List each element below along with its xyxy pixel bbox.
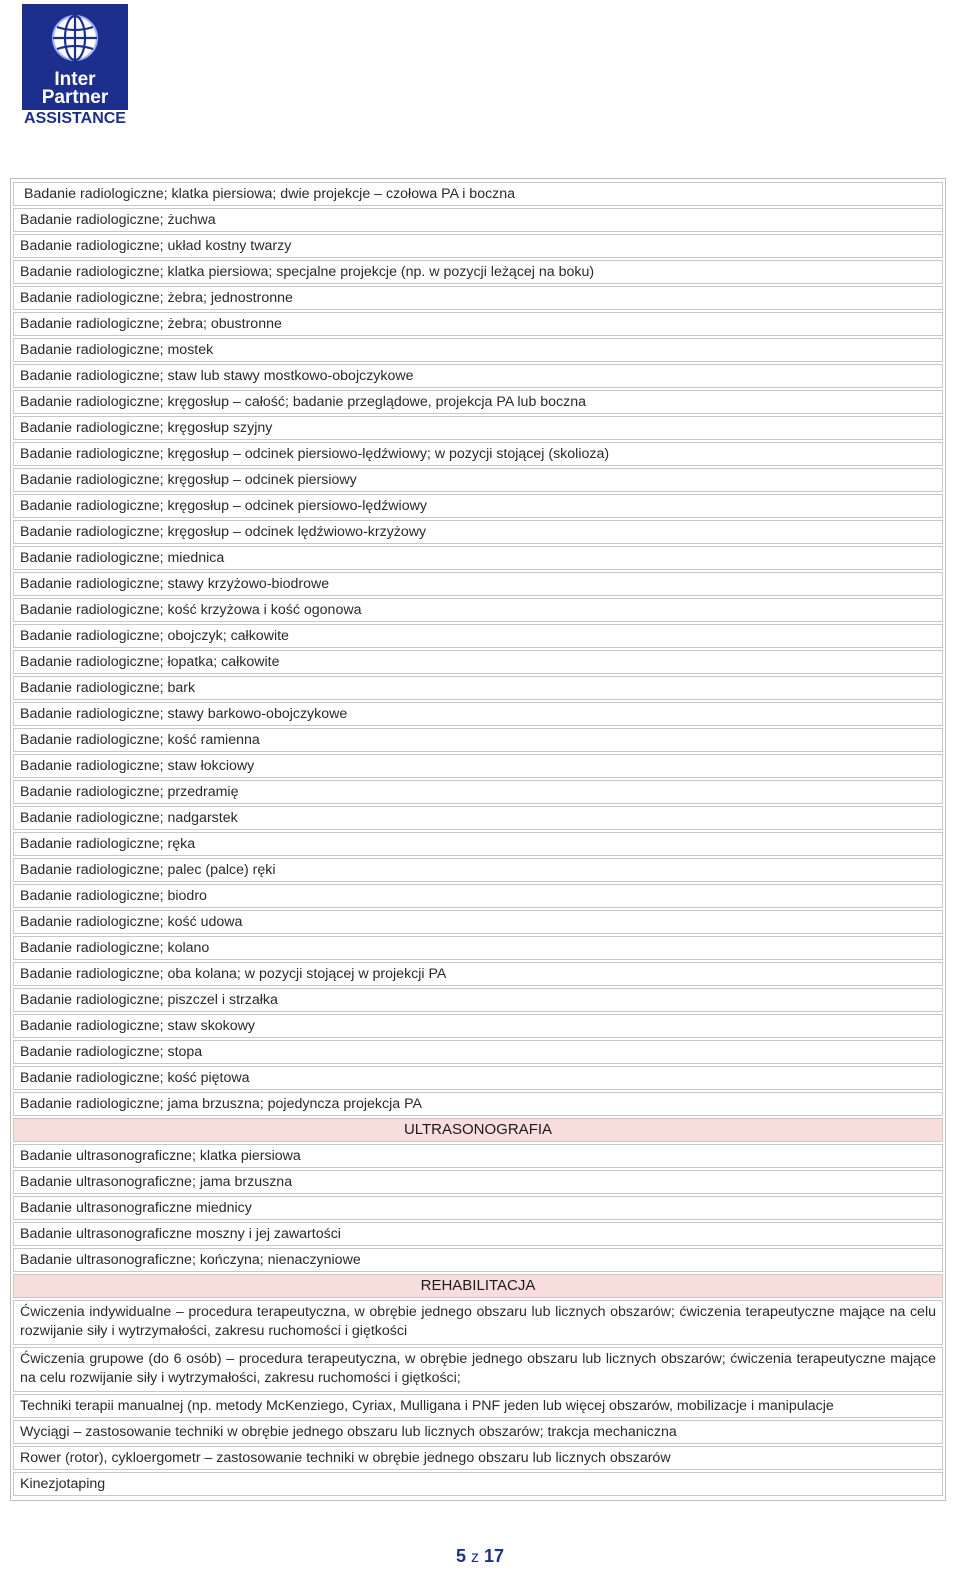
table-row: Badanie ultrasonograficzne; jama brzuszna xyxy=(13,1170,943,1194)
table-row: Badanie ultrasonograficzne; klatka piersiowa xyxy=(13,1144,943,1168)
table-row: Rower (rotor), cykloergometr – zastosowanie techniki w obrębie jednego obszaru lub licznych obszarów xyxy=(13,1446,943,1470)
table-row: Badanie radiologiczne; oba kolana; w pozycji stojącej w projekcji PA xyxy=(13,962,943,986)
table-row: Badanie radiologiczne; staw łokciowy xyxy=(13,754,943,778)
table-row: Badanie radiologiczne; stawy krzyżowo-biodrowe xyxy=(13,572,943,596)
table-row: Badanie radiologiczne; piszczel i strzałka xyxy=(13,988,943,1012)
table-row: Badanie radiologiczne; stawy barkowo-obojczykowe xyxy=(13,702,943,726)
table-row: Badanie radiologiczne; stopa xyxy=(13,1040,943,1064)
table-row: Badanie ultrasonograficzne miednicy xyxy=(13,1196,943,1220)
rehab-section xyxy=(13,1394,943,1496)
page-number xyxy=(0,1546,960,1567)
table-row: Badanie radiologiczne; ręka xyxy=(13,832,943,856)
table-row: Ćwiczenia grupowe (do 6 osób) – procedura terapeutyczna, w obrębie jednego obszaru lub licznych obszarów; ćwiczenia terapeutyczne mające na celu rozwijanie siły i wytrzymałości, zakresu ruchomości i giętkości; xyxy=(13,1347,943,1392)
table-row: Badanie radiologiczne; palec (palce) ręki xyxy=(13,858,943,882)
table-row: Badanie radiologiczne; układ kostny twarzy xyxy=(13,234,943,258)
rehab-section-multi xyxy=(13,1300,943,1392)
table-row: Techniki terapii manualnej (np. metody McKenziego, Cyriax, Mulligana i PNF jeden lub więcej obszarów, mobilizacje i manipulacje xyxy=(13,1394,943,1418)
table-row: Badanie radiologiczne; kość krzyżowa i kość ogonowa xyxy=(13,598,943,622)
table-row: Badanie radiologiczne; żebra; obustronne xyxy=(13,312,943,336)
table-row: Badanie radiologiczne; kolano xyxy=(13,936,943,960)
table-row: Badanie radiologiczne; kość ramienna xyxy=(13,728,943,752)
globe-icon xyxy=(49,12,101,64)
table-row: Kinezjotaping xyxy=(13,1472,943,1496)
section-header-rehabilitacja: REHABILITACJA xyxy=(13,1274,943,1298)
table-row: Badanie radiologiczne; kość udowa xyxy=(13,910,943,934)
table-row: Badanie radiologiczne; obojczyk; całkowite xyxy=(13,624,943,648)
table-row: Badanie radiologiczne; jama brzuszna; pojedyncza projekcja PA xyxy=(13,1092,943,1116)
table-row: Badanie radiologiczne; żebra; jednostronne xyxy=(13,286,943,310)
table-row: Wyciągi – zastosowanie techniki w obrębie jednego obszaru lub licznych obszarów; trakcja mechaniczna xyxy=(13,1420,943,1444)
logo-text-assistance: ASSISTANCE xyxy=(22,110,128,128)
table-row: Badanie radiologiczne; miednica xyxy=(13,546,943,570)
logo-text-partner: Partner xyxy=(41,87,109,108)
procedures-table xyxy=(10,178,946,1501)
table-row: Badanie radiologiczne; łopatka; całkowite xyxy=(13,650,943,674)
table-row: Badanie radiologiczne; kręgosłup – odcinek piersiowo-lędźwiowy xyxy=(13,494,943,518)
section-header-ultrasonografia: ULTRASONOGRAFIA xyxy=(13,1118,943,1142)
page-current: 5 xyxy=(455,1546,466,1566)
table-row: Badanie ultrasonograficzne; kończyna; nienaczyniowe xyxy=(13,1248,943,1272)
table-row: Badanie radiologiczne; mostek xyxy=(13,338,943,362)
table-row: Badanie radiologiczne; kręgosłup szyjny xyxy=(13,416,943,440)
table-row: Badanie ultrasonograficzne moszny i jej zawartości xyxy=(13,1222,943,1246)
table-row: Badanie radiologiczne; kręgosłup – odcinek lędźwiowo-krzyżowy xyxy=(13,520,943,544)
table-row: Badanie radiologiczne; kręgosłup – całość; badanie przeglądowe, projekcja PA lub boczna xyxy=(13,390,943,414)
ultrasound-section xyxy=(13,1144,943,1272)
table-row: Badanie radiologiczne; kręgosłup – odcinek piersiowo-lędźwiowy; w pozycji stojącej (skolioza) xyxy=(13,442,943,466)
table-row: Badanie radiologiczne; nadgarstek xyxy=(13,806,943,830)
table-row: Badanie radiologiczne; klatka piersiowa; dwie projekcje – czołowa PA i boczna xyxy=(13,182,943,206)
table-row: Badanie radiologiczne; staw skokowy xyxy=(13,1014,943,1038)
table-row: Badanie radiologiczne; bark xyxy=(13,676,943,700)
logo-text-inter: Inter xyxy=(54,69,96,90)
table-row: Badanie radiologiczne; przedramię xyxy=(13,780,943,804)
table-row: Badanie radiologiczne; klatka piersiowa; specjalne projekcje (np. w pozycji leżącej na boku) xyxy=(13,260,943,284)
page-total: 17 xyxy=(484,1546,505,1566)
table-row: Badanie radiologiczne; biodro xyxy=(13,884,943,908)
table-row: Badanie radiologiczne; staw lub stawy mostkowo-obojczykowe xyxy=(13,364,943,388)
company-logo xyxy=(22,4,128,128)
table-row: Badanie radiologiczne; kręgosłup – odcinek piersiowy xyxy=(13,468,943,492)
radiology-section xyxy=(13,182,943,1116)
table-row: Ćwiczenia indywidualne – procedura terapeutyczna, w obrębie jednego obszaru lub licznych obszarów; ćwiczenia terapeutyczne mające na celu rozwijanie siły i wytrzymałości, zakresu ruchomości i giętkości xyxy=(13,1300,943,1345)
table-row: Badanie radiologiczne; żuchwa xyxy=(13,208,943,232)
page-separator: z xyxy=(470,1549,479,1566)
table-row: Badanie radiologiczne; kość piętowa xyxy=(13,1066,943,1090)
